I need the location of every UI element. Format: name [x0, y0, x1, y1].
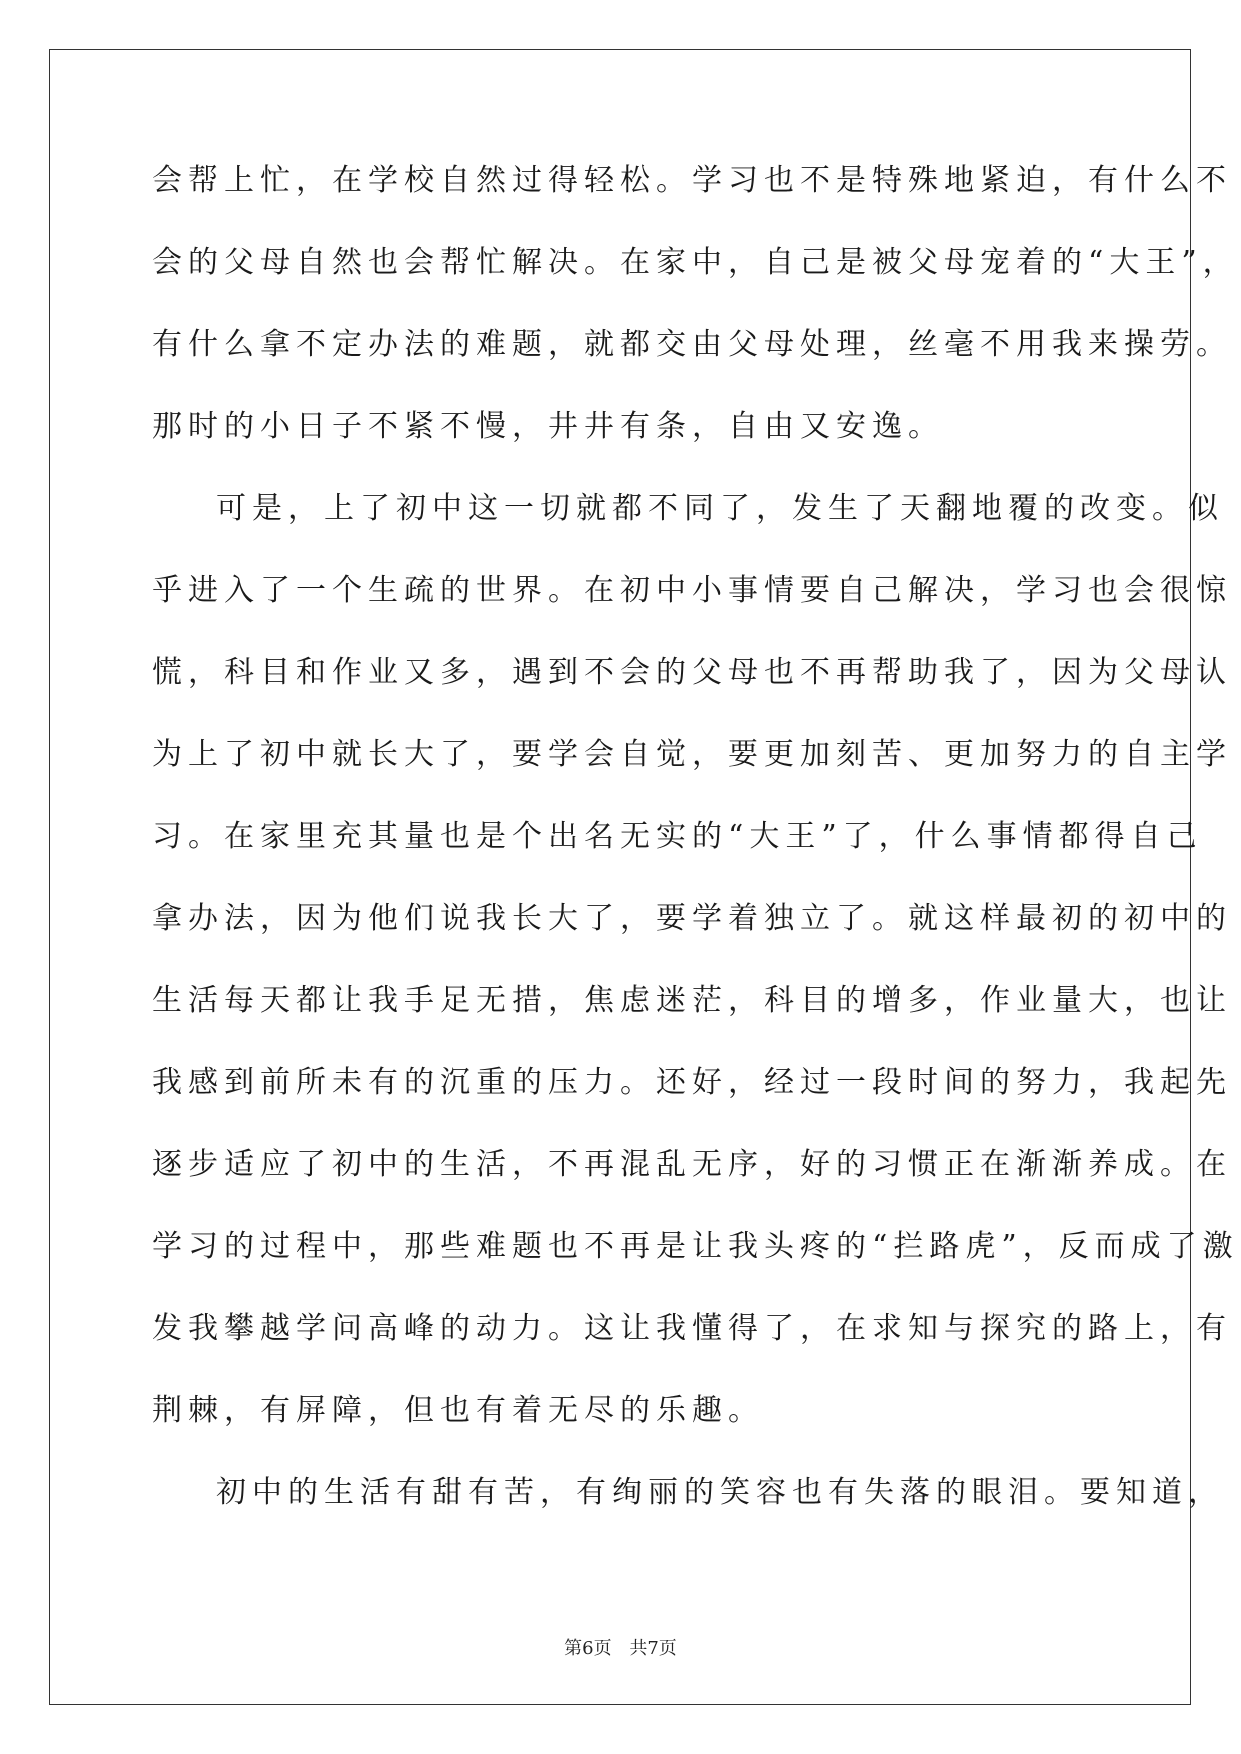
- page-footer: [0, 1634, 1241, 1660]
- text-line: 学习的过程中，那些难题也不再是让我头疼的“拦路虎”，反而成了激: [152, 1229, 1239, 1264]
- text-line: 乎进入了一个生疏的世界。在初中小事情要自己解决，学习也会很惊: [152, 573, 1232, 608]
- current-page-label: 第6页: [564, 1638, 612, 1659]
- text-line: 荆棘，有屏障，但也有着无尽的乐趣。: [152, 1393, 764, 1428]
- text-line: 有什么拿不定办法的难题，就都交由父母处理，丝毫不用我来操劳。: [152, 327, 1232, 362]
- text-line: 发我攀越学问高峰的动力。这让我懂得了，在求知与探究的路上，有: [152, 1311, 1232, 1346]
- text-line: 习。在家里充其量也是个出名无实的“大王”了，什么事情都得自己: [152, 819, 1203, 854]
- text-line: 逐步适应了初中的生活，不再混乱无序，好的习惯正在渐渐养成。在: [152, 1147, 1232, 1182]
- text-line: 会的父母自然也会帮忙解决。在家中，自己是被父母宠着的“大王”，: [152, 245, 1239, 280]
- text-line: 初中的生活有甜有苦，有绚丽的笑容也有失落的眼泪。要知道，: [216, 1475, 1224, 1510]
- text-line: 拿办法，因为他们说我长大了，要学着独立了。就这样最初的初中的: [152, 901, 1232, 936]
- text-line: 为上了初中就长大了，要学会自觉，要更加刻苦、更加努力的自主学: [152, 737, 1232, 772]
- total-pages-label: 共7页: [629, 1638, 677, 1659]
- document-body: [152, 163, 1239, 1557]
- text-line: 那时的小日子不紧不慢，井井有条，自由又安逸。: [152, 409, 944, 444]
- text-line: 慌，科目和作业又多，遇到不会的父母也不再帮助我了，因为父母认: [152, 655, 1232, 690]
- text-line: 我感到前所未有的沉重的压力。还好，经过一段时间的努力，我起先: [152, 1065, 1232, 1100]
- text-line: 可是，上了初中这一切就都不同了，发生了天翻地覆的改变。似: [216, 491, 1224, 526]
- text-line: 会帮上忙，在学校自然过得轻松。学习也不是特殊地紧迫，有什么不: [152, 163, 1232, 198]
- text-line: 生活每天都让我手足无措，焦虑迷茫，科目的增多，作业量大，也让: [152, 983, 1232, 1018]
